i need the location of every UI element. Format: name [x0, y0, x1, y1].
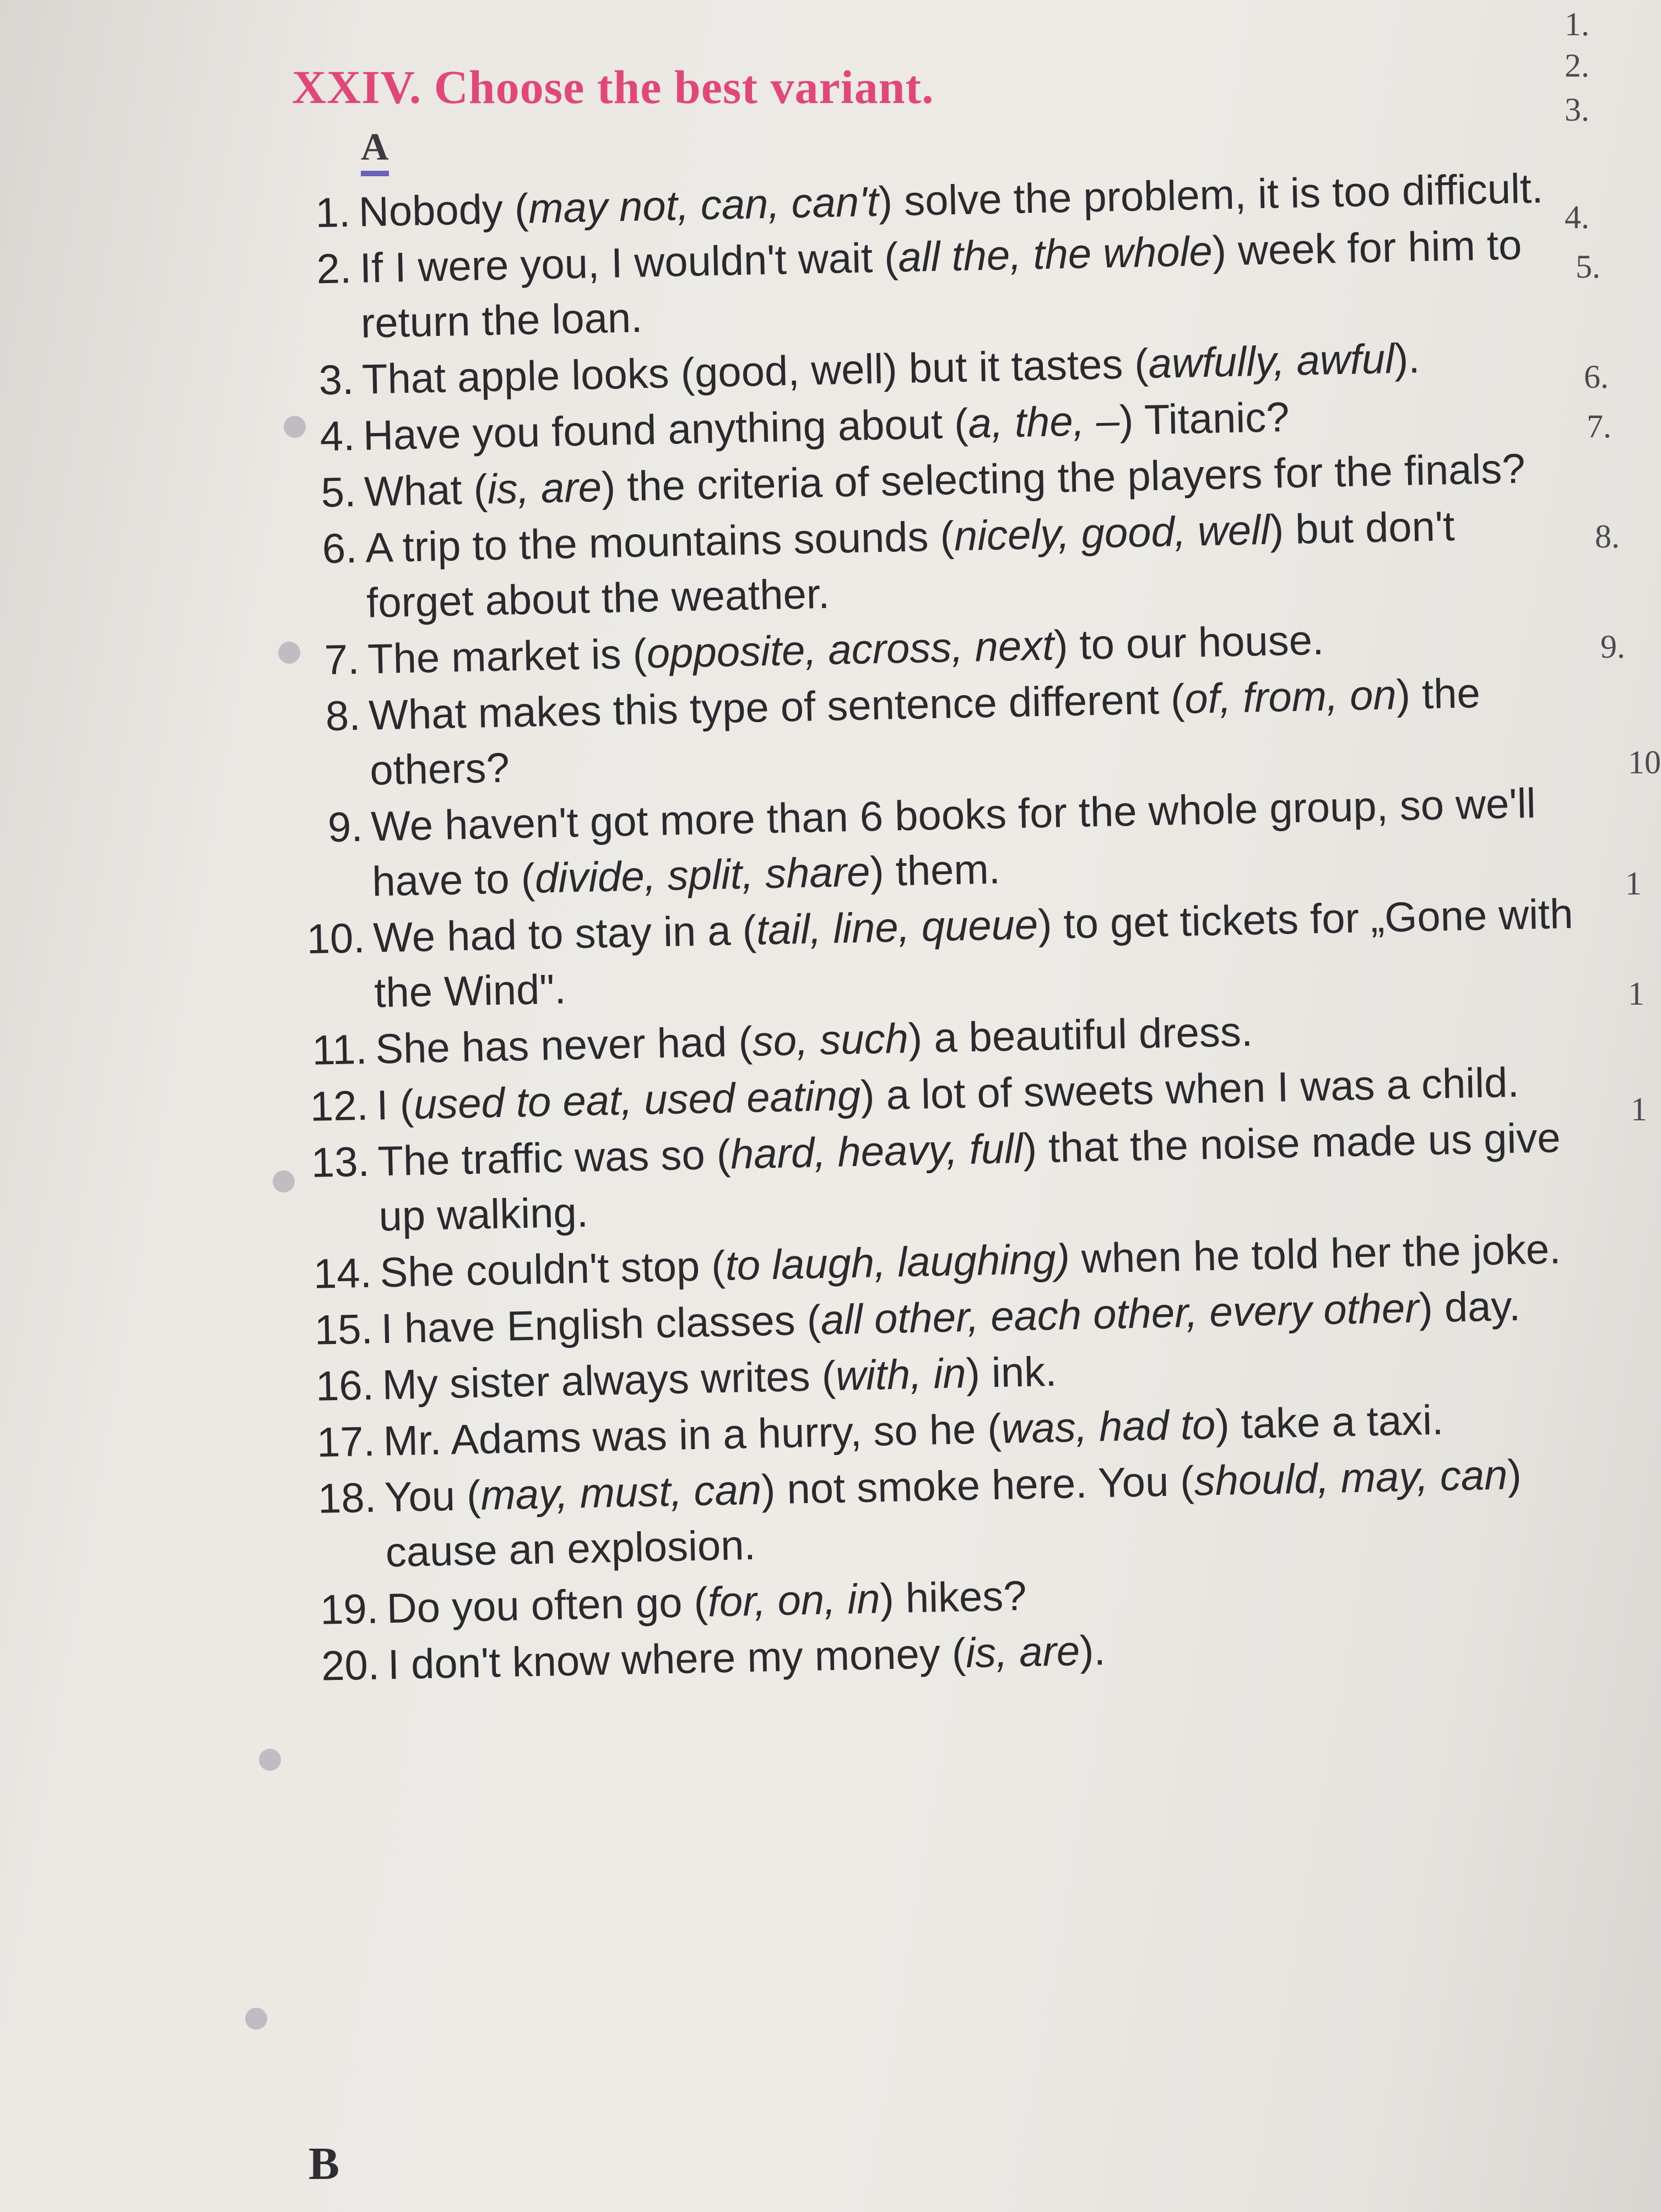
margin-number: 6. — [1584, 359, 1609, 395]
answer-options: awfully, awful — [1148, 335, 1395, 388]
sentence-fragment: If I were you, I wouldn't wait ( — [359, 234, 899, 292]
sentence-fragment: Mr. Adams was in a hurry, so he ( — [382, 1405, 1002, 1465]
sentence-fragment: You ( — [383, 1472, 481, 1521]
pencil-mark — [284, 416, 306, 438]
answer-options: tail, line, queue — [756, 901, 1038, 954]
margin-number: 1. — [1565, 6, 1589, 42]
item-text — [387, 1627, 1106, 1688]
answer-options: is, are — [487, 464, 602, 513]
sentence-fragment: I don't know where my money ( — [387, 1630, 966, 1689]
answer-options: may, must, can — [480, 1466, 762, 1519]
sentence-fragment: ). — [1393, 335, 1421, 383]
sentence-fragment: We had to stay in a ( — [372, 907, 757, 962]
answer-options: opposite, across, next — [646, 622, 1054, 677]
margin-number: 7. — [1587, 408, 1611, 444]
sentence-fragment: That apple looks (good, well) but it tastes ( — [361, 340, 1149, 403]
item-text — [368, 670, 1480, 794]
item-text — [365, 503, 1455, 627]
item-text — [359, 221, 1522, 346]
sentence-fragment: ) a lot of sweets when I was a child. — [860, 1059, 1520, 1119]
item-number: 16. — [315, 1362, 375, 1410]
pencil-mark — [273, 1170, 295, 1192]
section-a-label: A — [361, 126, 389, 176]
sentence-fragment: She has never had ( — [375, 1018, 753, 1073]
sentence-fragment: ) day. — [1418, 1282, 1521, 1332]
sentence-fragment: ) them. — [869, 845, 1001, 896]
margin-number: 1 — [1628, 975, 1644, 1012]
item-number: 7. — [324, 636, 360, 684]
item-number: 10. — [306, 914, 366, 963]
item-number: 17. — [316, 1418, 376, 1466]
item-text — [373, 891, 1574, 1017]
exercise-list — [242, 161, 1595, 1696]
sentence-fragment: The market is ( — [367, 630, 647, 683]
sentence-fragment: ) the criteria of selecting the players for the finals? — [600, 445, 1526, 511]
item-text — [384, 1451, 1522, 1576]
sentence-fragment: ) to our house. — [1053, 616, 1324, 669]
margin-number: 1 — [1625, 865, 1642, 902]
next-page-margin — [1558, 0, 1661, 2212]
item-text — [377, 1114, 1561, 1240]
answer-options: is, are — [965, 1628, 1080, 1677]
sentence-fragment: ) not smoke here. You ( — [761, 1457, 1195, 1514]
sentence-fragment: ) cause an explosion. — [385, 1451, 1522, 1576]
sentence-fragment: Do you often go ( — [386, 1579, 708, 1633]
margin-number: 8. — [1595, 518, 1620, 555]
sentence-fragment: ) that the noise made us give up walking. — [378, 1114, 1561, 1240]
sentence-fragment: What makes this type of sentence different ( — [368, 675, 1186, 739]
item-number: 14. — [313, 1249, 372, 1298]
answer-options: a, the, – — [967, 397, 1120, 447]
answer-options: was, had to — [1000, 1401, 1216, 1452]
answer-options: should, may, can — [1193, 1451, 1508, 1505]
answer-options: used to eat, used eating — [413, 1072, 862, 1129]
sentence-fragment: Have you found anything about ( — [363, 400, 969, 459]
sentence-fragment: ). — [1079, 1627, 1106, 1675]
sentence-fragment: ) hikes? — [879, 1572, 1027, 1623]
item-text — [382, 1348, 1057, 1409]
item-number: 3. — [318, 356, 354, 404]
margin-number: 9. — [1600, 628, 1625, 665]
answer-options: for, on, in — [707, 1575, 881, 1626]
answer-options: may not, can, can't — [528, 178, 879, 232]
sentence-fragment: ) Titanic? — [1119, 393, 1290, 444]
pencil-mark — [278, 642, 300, 664]
item-number: 18. — [317, 1474, 377, 1522]
margin-number: 10 — [1628, 744, 1661, 780]
sentence-fragment: ) solve the problem, it is too difficult. — [878, 165, 1544, 225]
sentence-fragment: What ( — [364, 466, 488, 516]
item-number: 13. — [311, 1138, 370, 1186]
sentence-fragment: ) to get tickets for „Gone with the Wind". — [374, 890, 1574, 1017]
answer-options: of, from, on — [1184, 671, 1397, 723]
sentence-fragment: A trip to the mountains sounds ( — [365, 513, 955, 572]
margin-number: 2. — [1565, 47, 1589, 84]
item-number: 15. — [314, 1305, 374, 1354]
sentence-fragment: ) take a taxi. — [1215, 1396, 1444, 1448]
pencil-mark — [259, 1749, 281, 1771]
sentence-fragment: ) a beautiful dress. — [907, 1008, 1253, 1062]
item-number: 19. — [320, 1585, 379, 1634]
item-number: 5. — [320, 468, 357, 517]
sentence-fragment: ) the others? — [369, 670, 1481, 794]
item-number: 8. — [325, 692, 361, 740]
item-number: 9. — [327, 803, 364, 852]
margin-number: 4. — [1565, 199, 1589, 235]
sentence-fragment: She couldn't stop ( — [379, 1242, 726, 1297]
answer-options: divide, split, share — [534, 848, 871, 902]
item-number: 2. — [316, 245, 352, 293]
section-b-label: B — [309, 2138, 340, 2189]
item-text — [386, 1573, 1027, 1632]
exercise-heading: XXIV. Choose the best variant. — [292, 61, 934, 113]
sentence-fragment: The traffic was so ( — [377, 1131, 731, 1185]
item-number: 4. — [319, 413, 355, 460]
item-number: 11. — [311, 1026, 368, 1074]
answer-options: nicely, good, well — [953, 506, 1270, 560]
item-number: 20. — [321, 1641, 380, 1690]
margin-number: 1 — [1631, 1091, 1647, 1127]
sentence-fragment: ) but don't forget about the weather. — [366, 502, 1456, 627]
sentence-fragment: Nobody ( — [358, 185, 529, 236]
sentence-fragment: We haven't got more than 6 books for the whole group, so we'll have to ( — [370, 780, 1536, 906]
sentence-fragment: when he told her the joke. — [1069, 1226, 1562, 1283]
answer-options: so, such — [751, 1015, 909, 1065]
item-number: 1. — [315, 189, 351, 237]
answer-options: all the, the whole — [897, 227, 1213, 281]
sentence-fragment: My sister always writes ( — [381, 1352, 836, 1409]
item-number: 12. — [310, 1082, 369, 1130]
sentence-fragment: ) week for him to return the loan. — [360, 221, 1523, 347]
margin-number: 3. — [1565, 91, 1589, 128]
answer-options: all other, each other, every other — [820, 1284, 1420, 1344]
sentence-fragment: ) ink. — [965, 1348, 1057, 1397]
answer-options: with, in — [835, 1350, 967, 1400]
answer-options: to laugh, laughing) — [724, 1235, 1070, 1289]
pencil-mark — [245, 2008, 267, 2030]
sentence-fragment: I have English classes ( — [380, 1297, 821, 1353]
item-text — [370, 780, 1536, 905]
item-number: 6. — [321, 524, 358, 573]
answer-options: hard, heavy, full — [730, 1125, 1024, 1178]
margin-number: 5. — [1576, 248, 1600, 285]
sentence-fragment: I ( — [376, 1081, 414, 1129]
